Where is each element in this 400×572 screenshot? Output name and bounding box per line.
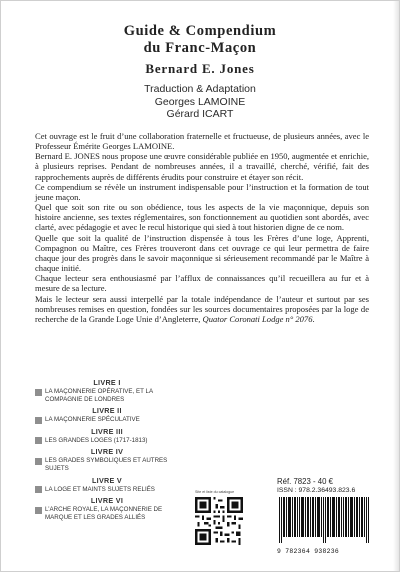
author-name: Bernard E. Jones xyxy=(145,61,255,76)
livre-heading: LIVRE III xyxy=(91,426,123,436)
livre-heading: LIVRE II xyxy=(92,406,122,416)
chapter-line xyxy=(35,506,179,521)
book-title-line-1: Guide & Compendium xyxy=(123,23,277,39)
toc-entry xyxy=(35,447,179,472)
qr-code xyxy=(195,497,243,545)
chapter-line xyxy=(35,437,179,445)
chapter-thumbnail xyxy=(35,389,42,396)
blurb-paragraph-final xyxy=(35,294,369,324)
chapter-thumbnail xyxy=(35,458,42,465)
price-block xyxy=(277,477,373,556)
chapter-thumbnail xyxy=(35,417,42,424)
chapter-thumbnail xyxy=(35,486,42,493)
blurb-paragraph: Bernard E. JONES nous propose une œuvre considérable publiée en 1950, augmentée et enrichie, à plusieurs reprises. Pendant de nombreuses années, il a travaillé, cherché, vérifié, fait des rapprochements auprès de différents érudits pour construire et étayer son récit. xyxy=(35,151,369,182)
blurb-paragraph: Chaque lecteur sera enthousiasmé par l’afflux de connaissances qu’il recueillera au fur et à mesure de sa lecture. xyxy=(35,273,369,294)
translation-label: Traduction & Adaptation xyxy=(144,83,256,95)
chapter-title: LA MAÇONNERIE SPÉCULATIVE xyxy=(45,416,140,424)
toc-entry xyxy=(35,496,179,521)
qr-block xyxy=(195,490,255,550)
toc-entry xyxy=(35,427,179,445)
chapter-title: LES GRANDES LOGES (1717-1813) xyxy=(45,436,148,444)
livre-heading: LIVRE V xyxy=(91,475,123,485)
blurb-paragraph: Quel que soit son rite ou son obédience, tous les aspects de la vie maçonnique, depuis son histoire ancienne, ses textes réglementaires, son fonctionnement au quotidien sont abordés, avec clarté, avec pédagogie et avec le recul historique qui sied à tout historien digne de ce nom. xyxy=(35,202,369,233)
toc-entry xyxy=(35,476,179,494)
toc-entry xyxy=(35,406,179,424)
toc-entry xyxy=(35,378,179,403)
blurb-paragraph: Cet ouvrage est le fruit d’une collaboration fraternelle et fructueuse, de plusieurs années, avec le Professeur Émérite Georges LAMOINE. xyxy=(35,131,369,152)
chapter-title: L’ARCHE ROYALE, LA MAÇONNERIE DE MARQUE ET LES GRADES ALLIÉS xyxy=(45,506,163,521)
chapter-thumbnail xyxy=(35,507,42,514)
blurb-text xyxy=(35,131,369,324)
lodge-reference: Quator Coronati Lodge n° 2076 xyxy=(202,313,313,324)
blurb-text-end: . xyxy=(312,313,315,324)
blurb-paragraph: Ce compendium se révèle un instrument indispensable pour l’instruction et la formation de tout jeune maçon. xyxy=(35,181,369,202)
livre-heading: LIVRE IV xyxy=(90,447,124,457)
chapter-line xyxy=(35,388,179,403)
translation-credits xyxy=(1,83,399,121)
qr-label: Site et liste du catalogue xyxy=(195,490,235,494)
chapter-thumbnail xyxy=(35,437,42,444)
table-of-contents xyxy=(35,378,179,524)
chapter-line xyxy=(35,416,179,424)
book-title-line-2: du Franc-Maçon xyxy=(143,40,257,56)
chapter-line xyxy=(35,486,179,494)
chapter-title: LA LOGE ET MAINTS SUJETS RELIÉS xyxy=(45,485,155,493)
title-block xyxy=(1,23,399,121)
translator-1: Georges LAMOINE xyxy=(154,95,246,108)
isbn-number: ISSN : 978.2.36493.823.6 xyxy=(277,487,356,494)
barcode-digits: 9 782364 938236 xyxy=(277,548,340,555)
barcode-image xyxy=(277,497,373,543)
blurb-text-span: Mais le lecteur sera aussi interpellé par la totale indépendance de l’auteur et surtout par ses nombreuses remises en question, fondées sur les sources documentaires proposées par la loge de recherche de la Grande Loge Unie d’Angleterre, xyxy=(35,293,369,324)
translator-2: Gérard ICART xyxy=(166,108,234,120)
livre-heading: LIVRE VI xyxy=(90,496,124,506)
reference-price: Réf. 7823 - 40 € xyxy=(277,477,333,486)
chapter-title: LES GRADES SYMBOLIQUES ET AUTRES SUJETS xyxy=(45,457,168,472)
livre-heading: LIVRE I xyxy=(93,378,121,387)
blurb-paragraph: Quelle que soit la qualité de l’instruction dispensée à tous les Frères d’une loge, Apprenti, Compagnon ou Maître, ces Frères trouveront dans cet ouvrage ce qui leur permettra de faire chaque jour des progrès dans le savoir maçonnique si sérieusement recommandé par le Maître à chaque initié. xyxy=(35,232,369,274)
chapter-line xyxy=(35,457,179,472)
chapter-title: LA MAÇONNERIE OPÉRATIVE, ET LA COMPAGNIE DE LONDRES xyxy=(45,388,153,403)
